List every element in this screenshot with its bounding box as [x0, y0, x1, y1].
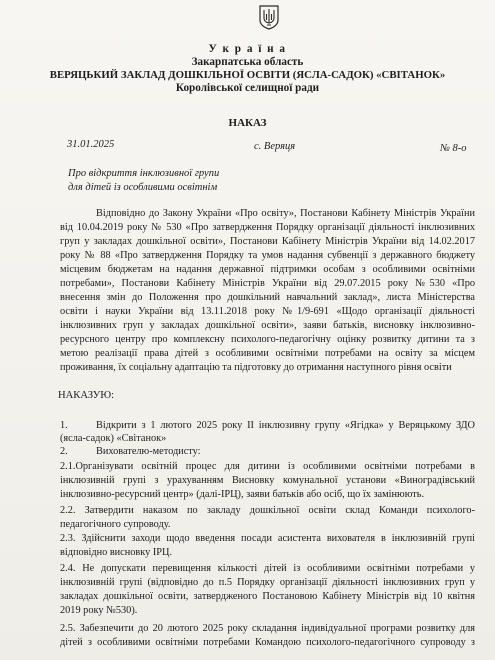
preamble-line: від 10.04.2019 року № 530 «Про затвердження Порядку організації діяльності інклюзивних [60, 222, 475, 233]
preamble-line: Відповідно до Закону України «Про освіту», Постанови Кабінету Міністрів України [96, 208, 475, 219]
item-number: 1. [60, 420, 68, 431]
item-number: 2. [60, 446, 68, 457]
subitem-line: дітей з особливими освітніми потребами Командою психолого-педагогічного супроводу з [60, 637, 475, 648]
item-line: (ясла-садок) «Світанок» [60, 433, 167, 444]
preamble-line: ресурсного центру про комплексну психолого-педагогічну оцінку розвитку дитини та з [60, 334, 475, 345]
order-subject-line: Про відкриття інклюзивної групи [68, 168, 220, 179]
subitem-line: закладах дошкільної освіти, затвердженого Постановою Кабінету Міністрів від 10 квітня [60, 591, 475, 602]
council-heading: Королівської селищної ради [175, 82, 320, 94]
subitem-line: 2.5. Забезпечити до 20 лютого 2025 року складання індивідуальної програми розвитку для [60, 623, 475, 634]
preamble-line: груп у закладах дошкільної освіти», Постанови Кабінету Міністрів України від 14.02.2017 [60, 236, 475, 247]
preamble-line: місцевим бюджетам на надання державної підтримки особам з особливими освітніми [60, 264, 475, 275]
preamble-line: метою реалізації права дітей з особливими освітніми потребами на освіту за місцем [60, 348, 475, 359]
order-subject-line: для дітей із особливими освітнім [68, 182, 218, 193]
preamble-line: освіти і науки України від 13.11.2018 року №1/9-691 «Щодо організації діяльності [60, 306, 475, 317]
preamble-line: потребами», Постанови Кабінету Міністрів України від 29.07.2015 року №530 «Про [60, 278, 475, 289]
order-date: 31.01.2025 [67, 139, 115, 150]
subitem-line: інклюзивній групі (відповідно до п.5 Порядку організації діяльності інклюзивних груп у [60, 577, 475, 588]
subitem-line: інклюзивно-ресурсний центр» (далі-ІРЦ), заяви батьків або осіб, що їх замінюють. [60, 489, 425, 500]
order-directive: НАКАЗУЮ: [58, 390, 115, 401]
preamble-line: інклюзивних груп у закладах дошкільної освіти», заяви батьків, висновку інклюзивно- [60, 320, 475, 331]
order-place: с. Веряця [254, 141, 296, 152]
order-number: № 8-о [440, 143, 467, 154]
subitem-line: інклюзивній групі з урахуванням Висновку комунальної установи «Виноградівський [60, 475, 475, 486]
subitem-line: 2.1.Організувати освітній процес для дитини із особливими освітніми потребами в [60, 461, 475, 472]
item-line: Вихователю-методисту: [96, 446, 201, 457]
preamble-line: року № 88 «Про затвердження Порядку та умов надання субвенції з державного бюджету [60, 250, 475, 261]
subitem-line: 2.4. Не допускати перевищення кількості дітей із особливими освітніми потребами у [60, 563, 475, 574]
order-title: НАКАЗ [228, 117, 267, 129]
institution-heading: ВЕРЯЦЬКИЙ ЗАКЛАД ДОШКІЛЬНОЇ ОСВІТИ (ЯСЛА-САДОК) «СВІТАНОК» [49, 69, 446, 81]
region-heading: Закарпатська область [191, 56, 304, 68]
preamble-line: проживання, їх соціальну адаптацію та підготовку до отримання наступного рівня освіти [60, 362, 452, 373]
subitem-line: педагогічного супроводу. [60, 519, 171, 530]
subitem-line: відповідно висновку ІРЦ. [60, 547, 173, 558]
item-line: Відкрити з 1 лютого 2025 року ІІ інклюзивну групу «Ягідка» у Веряцькому ЗДО [96, 420, 475, 431]
country-heading: У к р а ї н а [208, 43, 287, 55]
subitem-line: 2019 року №530). [60, 605, 138, 616]
preamble-line: внесення змін до Положення про дошкільний навчальний заклад», листа Міністерства [60, 292, 475, 303]
subitem-line: 2.2. Затвердити наказом по закладу дошкільної освіти склад Команди психолого- [60, 505, 475, 516]
coat-of-arms-icon [258, 4, 280, 30]
subitem-line: 2.3. Здійснити заходи щодо введення посади асистента вихователя в інклюзивній групі [60, 533, 475, 544]
